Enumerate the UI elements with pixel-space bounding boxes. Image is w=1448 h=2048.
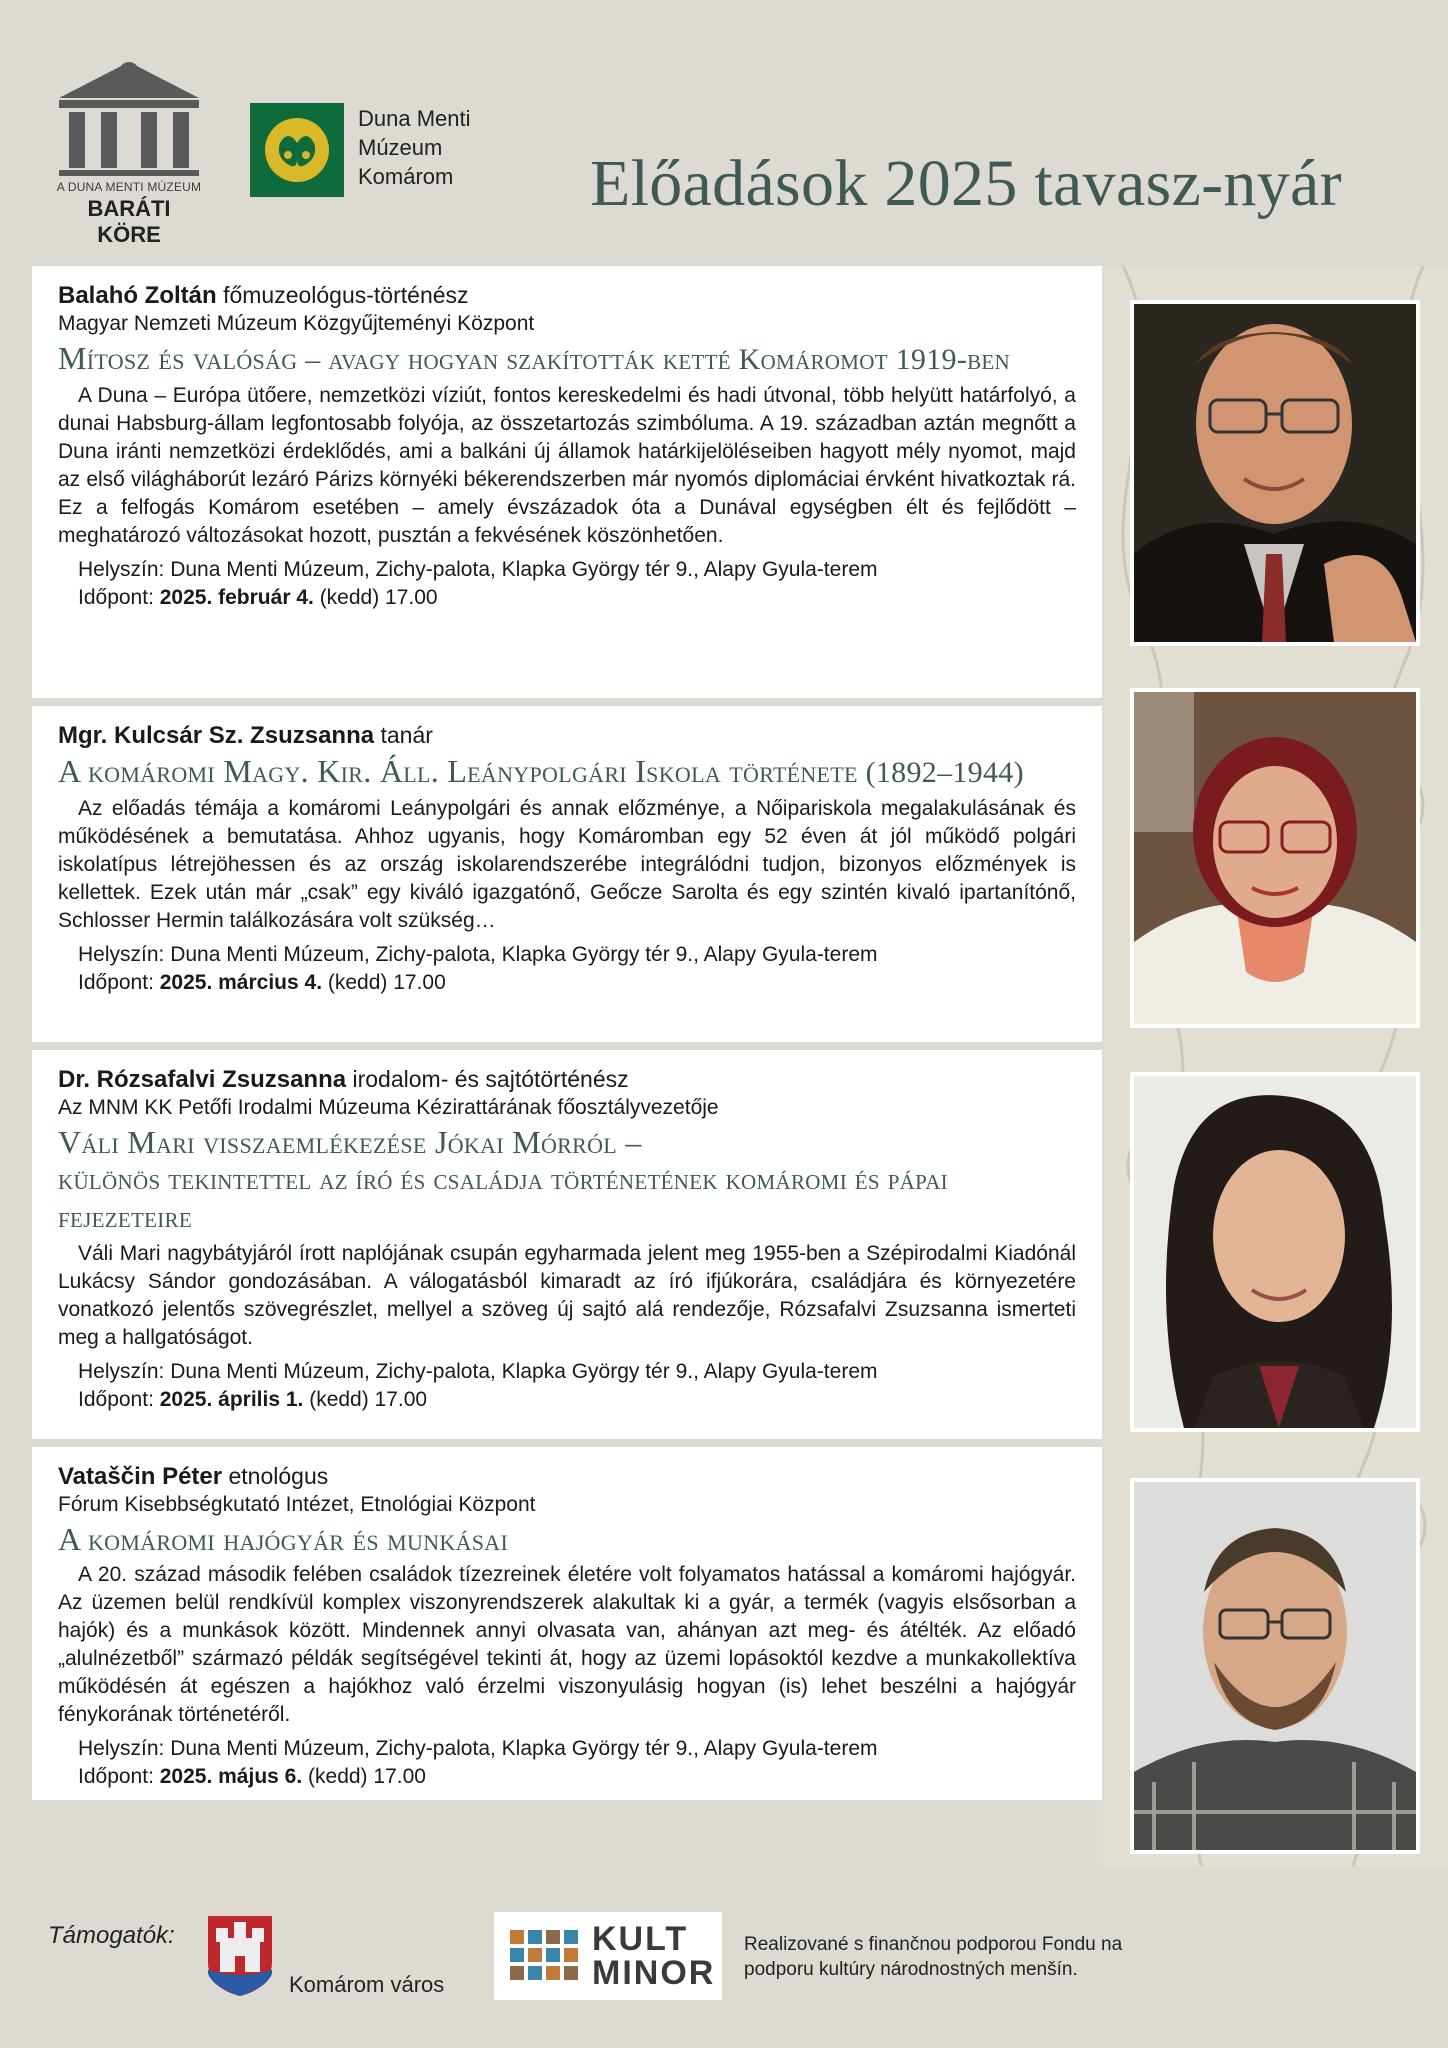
- event-title-main: Mítosz és valóság: [58, 340, 298, 376]
- speaker-role: főmuzeológus-történész: [223, 282, 469, 308]
- event-title-main: A komáromi Magy. Kir. Áll. Leánypolgári Iskola története: [58, 753, 858, 789]
- event-title: [58, 340, 1076, 378]
- event-card: [32, 1447, 1102, 1800]
- funding-note: Realizované s finančnou podporou Fondu na podporu kultúry národnostných menšín.: [744, 1934, 1123, 1980]
- speaker-line: [58, 1065, 1076, 1094]
- event-time: [58, 1386, 1076, 1414]
- event-time: [58, 584, 1076, 612]
- museum-name-line-1: Duna Menti: [358, 106, 471, 131]
- event-card: [32, 266, 1102, 698]
- speaker-line: [58, 281, 1076, 310]
- header: [0, 0, 1448, 262]
- minor-text: MINOR: [592, 1954, 716, 1992]
- event-date: 2025. május 6.: [159, 1765, 303, 1788]
- museum-building-icon: [55, 52, 203, 180]
- event-time-label: Időpont:: [78, 586, 154, 609]
- kult-text: KULT: [592, 1920, 689, 1958]
- speaker-role: tanár: [380, 722, 433, 748]
- event-date: 2025. április 1.: [159, 1388, 304, 1411]
- speaker-line: [58, 721, 1076, 750]
- museum-name-line-3: Komárom: [358, 164, 454, 189]
- portrait-woman-dark-hair-icon: [1134, 1076, 1416, 1428]
- speaker-photo-kulcsar: [1130, 688, 1420, 1028]
- event-title-sub: különös tekintettel az író és családja történetének komáromi és pápai fejezeteire: [58, 1163, 948, 1234]
- event-time-label: Időpont:: [78, 971, 154, 994]
- museum-name: [358, 104, 518, 191]
- portrait-man-glasses-icon: [1134, 304, 1416, 642]
- speaker-name: Mgr. Kulcsár Sz. Zsuzsanna: [58, 722, 375, 749]
- event-time-label: Időpont:: [78, 1388, 154, 1411]
- speaker-role: irodalom- és sajtótörténész: [352, 1066, 629, 1092]
- event-time-rest: (kedd) 17.00: [308, 1765, 426, 1788]
- event-description: Az előadás témája a komáromi Leánypolgári és annak előzménye, a Nőipariskola megalakulásának és működésének a bemutatása. Ahhoz ugyanis, hogy Komáromban egy 52 éven át jól működő polgári iskolatípus létrejöhessen és az ország iskolarendszerébe integrálódni tudjon, bizonyos előzmények is kellettek. Ezek után már „csak” egy kiváló igazgatónő, Geőcze Sarolta és egy szintén kivaló ipartanítónő, Schlosser Hermin találkozására volt szükség…: [58, 797, 1076, 932]
- kult-minor-text: [592, 1922, 715, 1990]
- speaker-photo-vatascin: [1130, 1478, 1420, 1854]
- event-time: [58, 1763, 1076, 1791]
- event-title-sub: – avagy hogyan szakították ketté Komáromot 1919-ben: [297, 343, 1011, 376]
- speaker-name: Balahó Zoltán: [58, 282, 217, 309]
- supporters-label: Támogatók:: [48, 1922, 175, 1949]
- barati-kore-logo: [55, 52, 203, 247]
- event-location: Helyszín: Duna Menti Múzeum, Zichy-palota, Klapka György tér 9., Alapy Gyula-terem: [78, 1737, 878, 1760]
- speaker-name: Vataščin Péter: [58, 1463, 223, 1490]
- event-location: Helyszín: Duna Menti Múzeum, Zichy-palota, Klapka György tér 9., Alapy Gyula-terem: [78, 558, 878, 581]
- event-title: [58, 753, 1076, 791]
- event-title-main: A komáromi hajógyár és munkásai: [58, 1521, 509, 1557]
- event-card: [32, 706, 1102, 1042]
- event-description: A Duna – Európa ütőere, nemzetközi víziút, fontos kereskedelmi és hadi útvonal, több helyütt határfolyó, a dunai Habsburg-állam legfontosabb folyója, az összetartozás szimbóluma. A 19. században aztán megnőtt a Duna iránti nemzetközi érdeklődés, ami a balkáni új államok határkijelöléseiben hagyott mély nyomot, majd az első világháborút lezáró Párizs környéki békerendszerben már nyomós diplomáciai érvként hivatkoztak rá. Ez a felfogás Komárom esetében – amely évszázadok óta a Dunával egységben élt és fejlődött – meghatározó változásokat hozott, pusztán a fekvésének köszönhetően.: [58, 384, 1076, 547]
- speaker-name: Dr. Rózsafalvi Zsuzsanna: [58, 1066, 347, 1093]
- event-date: 2025. február 4.: [159, 586, 314, 609]
- event-card: [32, 1050, 1102, 1439]
- speaker-photo-balaho: [1130, 300, 1420, 646]
- speaker-affiliation: Magyar Nemzeti Múzeum Közgyűjteményi Központ: [58, 312, 535, 335]
- barati-kore-small-text: A DUNA MENTI MÚZEUM: [56, 180, 202, 194]
- event-time-label: Időpont:: [78, 1765, 154, 1788]
- event-title-sub: (1892–1944): [857, 756, 1024, 789]
- speaker-role: etnológus: [228, 1463, 329, 1489]
- museum-name-line-2: Múzeum: [358, 135, 443, 160]
- event-location: Helyszín: Duna Menti Múzeum, Zichy-palota, Klapka György tér 9., Alapy Gyula-terem: [78, 1360, 878, 1383]
- event-time-rest: (kedd) 17.00: [327, 971, 446, 994]
- page-title: Előadások 2025 tavasz-nyár: [590, 147, 1342, 220]
- events-list: [32, 266, 1102, 1808]
- speaker-affiliation: Az MNM KK Petőfi Irodalmi Múzeuma Kézirattárának főosztályvezetője: [58, 1096, 719, 1119]
- komarom-crest-icon: [206, 1914, 274, 1998]
- supporter-city: Komárom város: [289, 1972, 445, 1997]
- event-title: [58, 1124, 1076, 1236]
- kult-minor-pattern-icon: [506, 1926, 582, 1986]
- event-time: [58, 969, 1076, 997]
- speaker-line: [58, 1462, 1076, 1491]
- speaker-photo-rozsafalvi: [1130, 1072, 1420, 1432]
- footer: [0, 1876, 1448, 2048]
- event-description: A 20. század második felében családok tízezreinek életére volt folyamatos hatással a komáromi hajógyár. Az üzemen belül rendkívül komplex viszonyrendszerek alakultak ki a gyár, a termék (vagyis elsősorban a hajók) és a munkások között. Mindennek annyi olvasata van, ahányan azt meg- és átélték. Az előadó „alulnézetből” származó példák segítségével tekinti át, hogy az üzemi lopásoktól kezdve a munkakollektíva működésén át egészen a hajókhoz való érzelmi viszonyulásig hogyan (is) lehet beszélni a hajógyár fénykorának történetéről.: [58, 1563, 1076, 1726]
- portrait-man-beard-icon: [1134, 1482, 1416, 1850]
- portrait-woman-red-hair-icon: [1134, 692, 1416, 1024]
- event-title: [58, 1521, 1076, 1557]
- event-date: 2025. március 4.: [159, 971, 323, 994]
- duna-menti-muzeum-logo: [250, 103, 344, 197]
- kult-minor-logo: [494, 1912, 722, 2000]
- event-title-main: Váli Mari visszaemlékezése Jókai Mórról –: [58, 1124, 642, 1160]
- event-description: Váli Mari nagybátyjáról írott naplójának csupán egyharmada jelent meg 1955-ben a Szépirodalmi Kiadónál Lukácsy Sándor gondozásában. A válogatásból kimaradt az író ifjúkorára, családjára és környezetére vonatkozó jelentős szövegrészlet, mellyel a szöveg új sajtó alá rendezője, Rózsafalvi Zsuzsanna ismerteti meg a hallgatóságot.: [58, 1242, 1076, 1349]
- event-time-rest: (kedd) 17.00: [309, 1388, 428, 1411]
- barati-kore-big-text: BARÁTI KÖRE: [87, 196, 171, 247]
- speaker-affiliation: Fórum Kisebbségkutató Intézet, Etnológiai Központ: [58, 1493, 536, 1516]
- museum-emblem-icon: [250, 103, 344, 197]
- event-time-rest: (kedd) 17.00: [319, 586, 438, 609]
- event-location: Helyszín: Duna Menti Múzeum, Zichy-palota, Klapka György tér 9., Alapy Gyula-terem: [78, 943, 878, 966]
